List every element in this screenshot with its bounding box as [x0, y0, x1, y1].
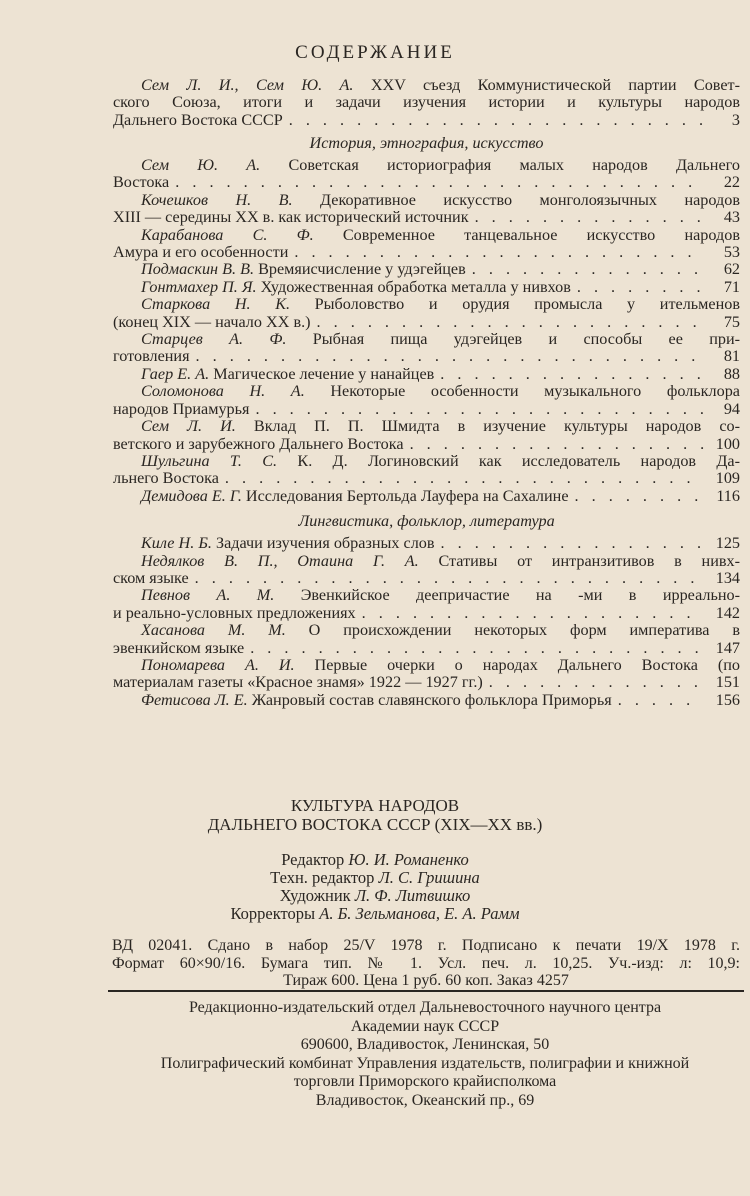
entry-title-line: Стативы от интранзитивов в нивх- [438, 551, 741, 570]
credit-role: Художник [279, 886, 351, 905]
entry-author: Гонтмахер П. Я. [141, 277, 257, 296]
page-number: 75 [723, 312, 740, 331]
entry-author: Сем Л. И., Сем Ю. А. [141, 76, 354, 94]
entry-title-line: ветского и зарубежного Дальнего Востока [113, 434, 404, 453]
toc-entry[interactable] [113, 192, 740, 227]
credit-line [0, 887, 750, 905]
entry-title-line: Художественная обработка металла у нивхов [260, 277, 571, 296]
dot-leader [189, 570, 704, 587]
entry-title-line: ского Союза, итоги и задачи изучения истории и культуры народов [113, 93, 740, 112]
page-number: 142 [715, 603, 740, 622]
page-number: 81 [723, 347, 740, 366]
credit-line [0, 869, 750, 887]
dot-leader [435, 535, 704, 552]
entry-title-line: Дальнего Востока СССР [113, 110, 283, 129]
dot-leader [244, 640, 704, 657]
dot-leader [612, 692, 704, 709]
entry-author: Сем Ю. А. [141, 156, 261, 174]
entry-title-line: Амура и его особенности [113, 243, 289, 262]
toc-entry[interactable] [113, 453, 740, 488]
publisher-line: торговли Приморского крайисполкома [293, 1073, 557, 1091]
dot-leader [190, 348, 704, 365]
dot-leader [283, 112, 704, 129]
entry-author: Кочешков Н. В. [141, 190, 293, 209]
dot-leader [288, 244, 704, 261]
entry-title-line: Рыболовство и орудия промысла у ительменов [314, 295, 740, 314]
page-number: 62 [723, 260, 740, 279]
entry-author: Соломонова Н. А. [141, 382, 305, 401]
toc-entry[interactable] [113, 692, 740, 709]
entry-author: Гаер Е. А. [141, 364, 210, 383]
publisher-line: Полиграфический комбинат Управления издательств, полиграфии и книжной [160, 1054, 690, 1072]
entry-title-line: готовления [113, 347, 190, 366]
toc-entry[interactable] [113, 157, 740, 192]
entry-title-line: Современное танцевальное искусство народов [342, 225, 740, 244]
dot-leader [249, 401, 704, 418]
page-number: 156 [715, 690, 740, 709]
entry-title-line: льнего Востока [113, 469, 219, 488]
entry-author: Хасанова М. М. [141, 621, 286, 640]
pub-line: Формат 60×90/16. Бумага тип. № 1. Усл. печ. л. 10,25. Уч.-изд: л: 10,9: [112, 954, 740, 972]
entry-title-line: Задачи изучения образных слов [215, 534, 435, 553]
toc-entry[interactable] [113, 366, 740, 383]
entry-author: Пономарева А. И. [141, 655, 295, 674]
entry-title-line: Некоторые особенности музыкального фольклора [330, 382, 740, 401]
publisher-line: Владивосток, Океанский пр., 69 [315, 1091, 535, 1109]
entry-title-line: Первые очерки о народах Дальнего Востока (по [314, 655, 740, 674]
publisher-info [100, 999, 750, 1111]
entry-title-line: Времяисчисление у удэгейцев [258, 260, 466, 279]
book-title-line: ДАЛЬНЕГО ВОСТОКА СССР (XIX—XX вв.) [207, 815, 543, 834]
entry-title-line: (конец XIX — начало XX в.) [113, 312, 311, 331]
page-number: 125 [715, 534, 740, 553]
entry-title-line: Эвенкийское деепричастие на -ми в ирреально- [300, 586, 740, 605]
book-title-line: КУЛЬТУРА НАРОДОВ [290, 796, 460, 815]
entry-title-line: Жанровый состав славянского фольклора Приморья [251, 690, 612, 709]
toc-entry[interactable] [113, 296, 740, 331]
credit-name: А. Б. Зельманова, Е. А. Рамм [319, 904, 520, 923]
toc-entry[interactable] [113, 261, 740, 278]
toc-entry[interactable] [113, 383, 740, 418]
entry-author: Киле Н. Б. [141, 534, 212, 553]
entry-title-line: Декоративное искусство монголоязычных народов [320, 190, 740, 209]
entry-title-line: и реально-условных предложениях [113, 603, 356, 622]
dot-leader [569, 488, 704, 505]
dot-leader [356, 605, 704, 622]
page-number: 116 [716, 486, 740, 505]
entry-title-line: XIII — середины XX в. как исторический источник [113, 208, 469, 227]
entry-title-line: Рыбная пища удэгейцев и способы ее при- [312, 330, 741, 349]
dot-leader [469, 209, 704, 226]
publisher-line: 690600, Владивосток, Ленинская, 50 [300, 1036, 550, 1054]
entry-title-line: Востока [113, 173, 170, 192]
page-number: 147 [715, 638, 740, 657]
page-number: 100 [715, 434, 740, 453]
dot-leader [571, 279, 704, 296]
dot-leader [466, 261, 704, 278]
entry-author: Фетисова Л. Е. [141, 690, 248, 709]
entry-title-line: К. Д. Логиновский как исследователь народов Да- [297, 451, 740, 470]
entry-author: Старцев А. Ф. [141, 330, 287, 349]
toc-entry[interactable] [113, 587, 740, 622]
toc-entry[interactable] [113, 279, 740, 296]
section-heading: История, этнография, искусство [309, 134, 544, 152]
page-number: 134 [715, 568, 740, 587]
credit-role: Техн. редактор [270, 868, 375, 887]
entry-title-line: эвенкийском языке [113, 638, 245, 657]
toc-entry[interactable] [113, 553, 740, 588]
entry-author: Карабанова С. Ф. [141, 225, 314, 244]
toc-entry[interactable] [113, 331, 740, 366]
page-number: 109 [715, 469, 740, 488]
dot-leader [311, 314, 704, 331]
credit-role: Корректоры [230, 904, 316, 923]
credit-line [0, 905, 750, 923]
entry-title-line: Вклад П. П. Шмидта в изучение культуры народов со- [253, 417, 741, 436]
page-number: 53 [723, 243, 740, 262]
page-number: 94 [723, 399, 740, 418]
entry-title-line: Магическое лечение у нанайцев [213, 364, 435, 383]
entry-author: Демидова Е. Г. [141, 486, 242, 505]
toc-sections [113, 128, 740, 709]
pub-line: ВД 02041. Сдано в набор 25/V 1978 г. Подписано к печати 19/X 1978 г. [112, 937, 740, 954]
page-number: 88 [723, 364, 740, 383]
toc-entry[interactable] [113, 418, 740, 453]
dot-leader [219, 470, 704, 487]
credit-name: Л. С. Гришина [378, 868, 480, 887]
credit-name: Л. Ф. Литвишко [354, 886, 471, 905]
toc-entry[interactable] [113, 622, 740, 657]
page-title: СОДЕРЖАНИЕ [295, 42, 455, 63]
page-number: 71 [723, 277, 740, 296]
publisher-line: Академии наук СССР [350, 1017, 500, 1035]
page-number: 22 [723, 173, 740, 192]
entry-title-line: Советская историография малых народов Дальнего [288, 156, 740, 174]
entry-title-line: ском языке [113, 568, 189, 587]
divider [108, 990, 744, 992]
dot-leader [404, 436, 704, 453]
toc-entry[interactable] [113, 488, 740, 505]
book-title [0, 796, 750, 834]
entry-author: Подмаскин В. В. [141, 260, 255, 279]
page-number: 43 [723, 208, 740, 227]
toc-entry[interactable] [113, 535, 740, 552]
entry-title-line: народов Приамурья [113, 399, 250, 418]
entry-author: Старкова Н. К. [141, 295, 290, 314]
credit-role: Редактор [281, 850, 345, 869]
toc-intro [113, 77, 740, 129]
toc-entry [113, 77, 740, 129]
toc-entry[interactable] [113, 657, 740, 692]
entry-author: Сем Л. И. [141, 417, 236, 436]
pub-line: Тираж 600. Цена 1 руб. 60 коп. Заказ 4257 [283, 972, 569, 989]
entry-author: Шульгина Т. С. [141, 451, 278, 470]
entry-title-line: Исследования Бертольда Лауфера на Сахалине [245, 486, 569, 505]
page-number: 151 [715, 673, 740, 692]
entry-title-line: материалам газеты «Красное знамя» 1922 — 1927 гг.) [113, 673, 483, 692]
dot-leader [434, 366, 704, 383]
credits [0, 851, 750, 923]
page-number: 3 [731, 110, 740, 129]
section-heading: Лингвистика, фольклор, литература [298, 512, 555, 531]
publication-info [112, 937, 740, 990]
entry-title-line: XXV съезд Коммунистической партии Совет- [370, 76, 740, 94]
credit-name: Ю. И. Романенко [348, 850, 469, 869]
publisher-line: Редакционно-издательский отдел Дальневосточного научного центра [188, 999, 662, 1016]
dot-leader [483, 674, 704, 691]
entry-author: Певнов А. М. [141, 586, 275, 605]
toc-entry[interactable] [113, 227, 740, 262]
entry-title-line: О происхождении некоторых форм императива в [308, 621, 740, 640]
credit-line [0, 851, 750, 869]
entry-author: Недялков В. П., Отаина Г. А. [141, 551, 419, 570]
dot-leader [169, 174, 704, 191]
